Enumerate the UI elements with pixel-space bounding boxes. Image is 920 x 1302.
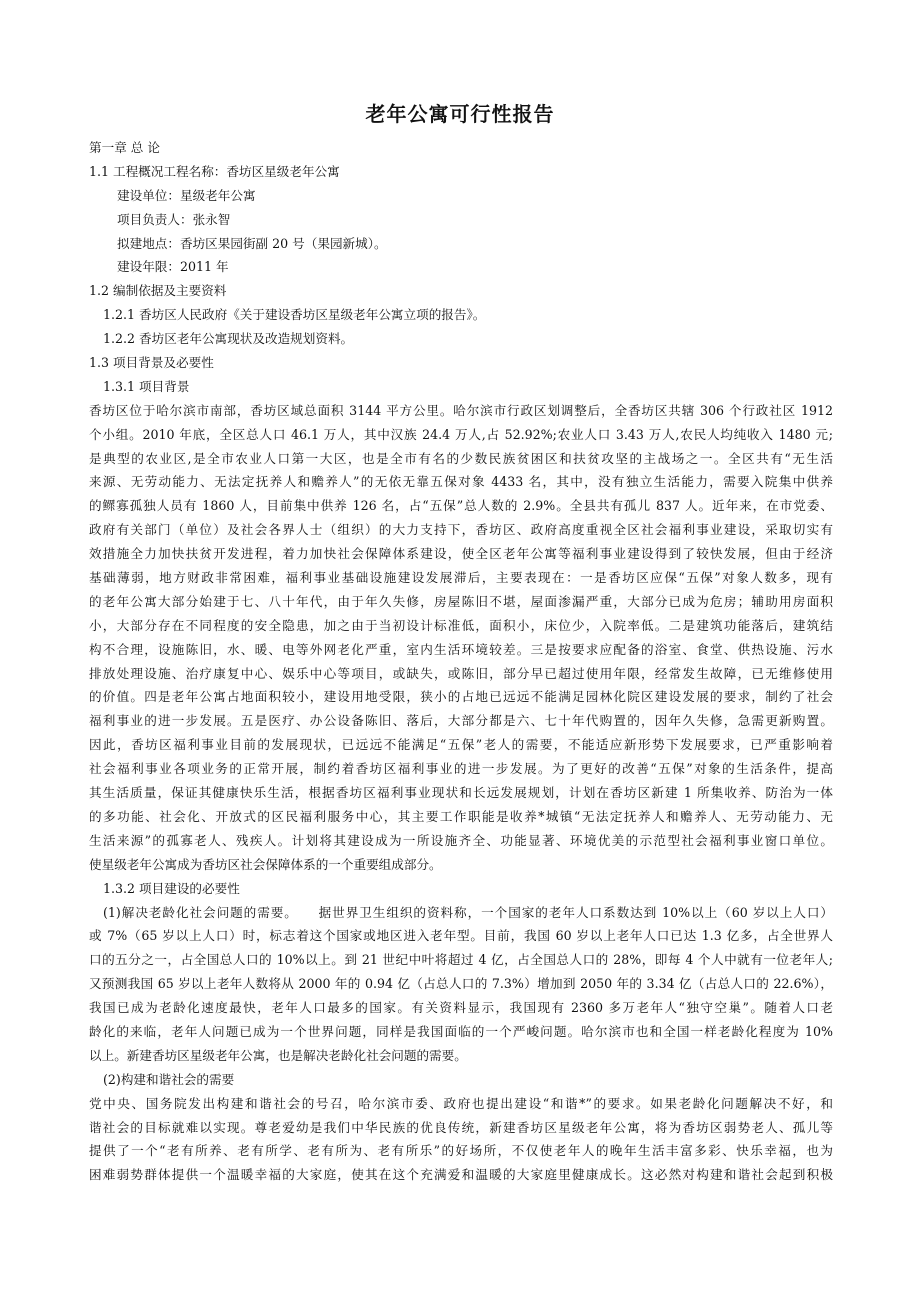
paragraph-line: 困难弱势群体提供一个温暖幸福的大家庭，使其在这个充满爱和温暖的大家庭里健康成长。这必然对构建和谐社会起到积极 [89,1167,833,1183]
subsection-heading: (2)构建和谐社会的需要 [103,1071,235,1087]
paragraph-line: 使星级老年公寓成为香坊区社会保障体系的一个重要组成部分。 [89,856,442,872]
paragraph-line: 谐社会的目标就难以实现。尊老爱幼是我们中华民族的优良传统，新建香坊区星级老年公寓，将为香坊区弱势老人、孤儿等 [89,1119,833,1135]
subsection-heading: 1.3.2 项目建设的必要性 [103,880,240,896]
paragraph-line: 的老年公寓大部分始建于七、八十年代，由于年久失修，房屋陈旧不堪，屋面渗漏严重，大部分已成为危房；辅助用房面积 [89,593,833,609]
paragraph-line: 因此，香坊区福利事业目前的发展现状，已远远不能满足“五保”老人的需要，不能适应新形势下发展要求，已严重影响着 [89,737,833,753]
info-line: 项目负责人：张永智 [117,211,231,227]
paragraph-line: 基础薄弱，地方财政非常困难，福利事业基础设施建设发展滞后，主要表现在：一是香坊区应保“五保”对象人数多，现有 [89,570,833,586]
subsection-line: 1.2.2 香坊区老年公寓现状及改造规划资料。 [103,331,354,347]
paragraph-line: 来源、无劳动能力、无法定抚养人和赡养人”的无依无靠五保对象 4433 名，其中，没有独立生活能力，需要入院集中供养 [89,474,833,490]
paragraph-line: 社会福利事业各项业务的正常开展，制约着香坊区福利事业的进一步发展。为了更好的改善“五保”对象的生活条件，提高 [89,761,833,777]
info-line: 建设单位：星级老年公寓 [117,187,256,203]
section-heading: 1.3 项目背景及必要性 [89,355,214,371]
info-line: 拟建地点：香坊区果园街副 20 号（果园新城）。 [117,235,387,251]
paragraph-line: 效措施全力加快扶贫开发进程，着力加快社会保障体系建设，使全区老年公寓等福利事业建设得到了较快发展，但由于经济 [89,546,833,562]
paragraph-line: 生活来源”的孤寡老人、残疾人。计划将其建设成为一所设施齐全、功能显著、环境优美的示范型社会福利事业窗口单位。 [89,832,833,848]
paragraph-line: 龄化的来临，老年人问题已成为一个世界问题，同样是我国面临的一个严峻问题。哈尔滨市也和全国一样老龄化程度为 10% [89,1023,833,1039]
paragraph-line: 个小组。2010 年底，全区总人口 46.1 万人，其中汉族 24.4 万人,占 52.92%;农业人口 3.43 万人,农民人均纯收入 1480 元; [89,426,833,442]
paragraph-line: 党中央、国务院发出构建和谐社会的号召，哈尔滨市委、政府也提出建设“和谐*”的要求。如果老龄化问题解决不好，和 [89,1095,833,1111]
paragraph-line: 的多功能、社会化、开放式的区民福利服务中心，其主要工作职能是收养*城镇“无法定抚养人和赡养人、无劳动能力、无 [89,808,833,824]
paragraph-line: 是典型的农业区,是全市农业人口第一大区，也是全市有名的少数民族贫困区和扶贫攻坚的主战场之一。全区共有“无生活 [89,450,833,466]
paragraph-line: 的价值。四是老年公寓占地面积较小，建设用地受限，狭小的占地已远远不能满足园林化院区建设发展的要求，制约了社会 [89,689,833,705]
paragraph-line: 又预测我国 65 岁以上老年人数将从 2000 年的 0.94 亿（占总人口的 7.3%）增加到 2050 年的 3.34 亿（占总人口的 22.6%）， [89,976,833,992]
paragraph-line: 小，大部分存在不同程度的安全隐患，加之由于当初设计标准低，面积小，床位少，入院率低。二是建筑功能落后，建筑结 [89,617,833,633]
paragraph-line: 构不合理，设施陈旧，水、暖、电等外网老化严重，室内生活环境较差。三是按要求应配备的浴室、食堂、供热设施、污水 [89,641,833,657]
document-title: 老年公寓可行性报告 [365,102,555,126]
paragraph-line: 提供了一个“老有所养、老有所学、老有所为、老有所乐”的好场所，不仅使老年人的晚年生活丰富多彩、快乐幸福，也为 [89,1143,833,1159]
paragraph-line: 香坊区位于哈尔滨市南部，香坊区域总面积 3144 平方公里。哈尔滨市行政区划调整后，全香坊区共辖 306 个行政社区 1912 [89,402,833,418]
info-line: 建设年限：2011 年 [117,259,229,275]
paragraph-line: 排放处理设施、治疗康复中心、娱乐中心等项目，或缺失，或陈旧，部分早已超过使用年限，经常发生故障，已无维修使用 [89,665,833,681]
chapter-heading: 第一章 总 论 [89,140,160,155]
section-heading: 1.1 工程概况工程名称：香坊区星级老年公寓 [89,163,340,179]
document-body [89,136,833,1187]
paragraph-line: 口的五分之一，占全国总人口的 10%以上。到 21 世纪中叶将超过 4 亿，占全国总人口的 28%，即每 4 个人中就有一位老年人; [89,952,833,968]
paragraph-line: 的鳏寡孤独人员有 1860 人，目前集中供养 126 名，占“五保”总人数的 2.9%。全县共有孤儿 837 人。近年来，在市党委、 [89,498,833,514]
paragraph-line: 或 7%（65 岁以上人口）时，标志着这个国家或地区进入老年型。目前，我国 60 岁以上老年人口已达 1.3 亿多，占全世界人 [89,928,833,944]
paragraph-line: 以上。新建香坊区星级老年公寓，也是解决老龄化社会问题的需要。 [89,1047,467,1063]
paragraph-line: 我国已成为老龄化速度最快，老年人口最多的国家。有关资料显示，我国现有 2360 多万老年人“独守空巢”。随着人口老 [89,1000,833,1016]
paragraph-line: 福利事业的进一步发展。五是医疗、办公设备陈旧、落后，大部分都是六、七十年代购置的，因年久失修，急需更新购置。 [89,713,833,729]
subsection-heading: 1.3.1 项目背景 [103,378,190,394]
paragraph-line: 政府有关部门（单位）及社会各界人士（组织）的大力支持下，香坊区、政府高度重视全区社会福利事业建设，采取切实有 [89,522,833,538]
paragraph-line: (1)解决老龄化社会问题的需要。 据世界卫生组织的资料称，一个国家的老年人口系数达到 10%以上（60 岁以上人口） [103,904,833,920]
subsection-line: 1.2.1 香坊区人民政府《关于建设香坊区星级老年公寓立项的报告》。 [103,307,486,323]
section-heading: 1.2 编制依据及主要资料 [89,283,227,299]
paragraph-line: 其生活质量，保证其健康快乐生活，根据香坊区福利事业现状和长远发展规划，计划在香坊区新建 1 所集收养、防治为一体 [89,785,833,801]
